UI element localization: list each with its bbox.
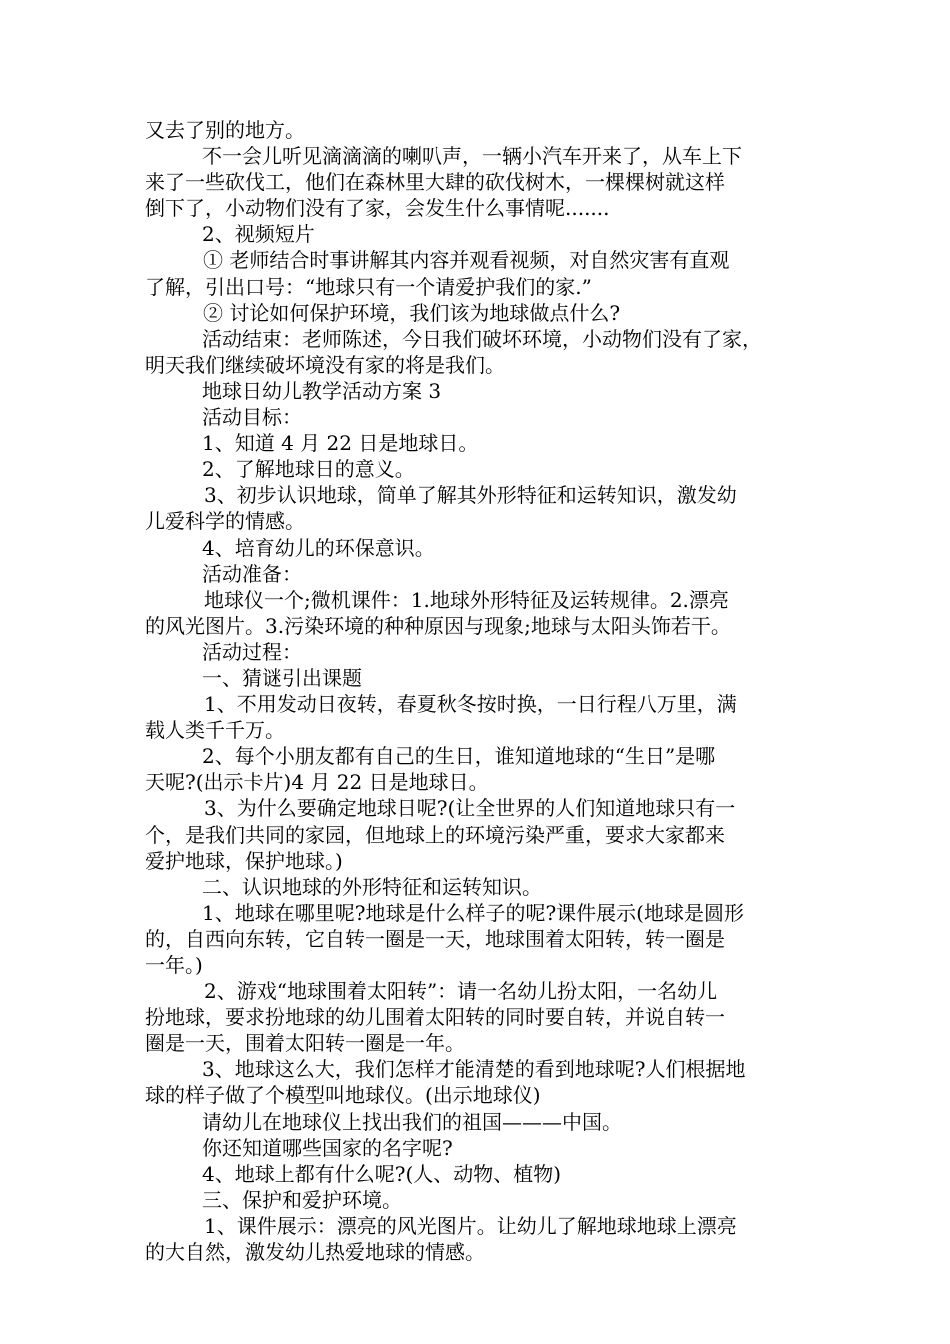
text-line: 2、视频短片	[202, 222, 315, 247]
text-line: 1、不用发动日夜转，春夏秋冬按时换，一日行程八万里，满	[204, 692, 737, 717]
text-line: 你还知道哪些国家的名字呢?	[202, 1135, 453, 1160]
text-line: 地球仪一个;微机课件：1.地球外形特征及运转规律。2.漂亮	[204, 587, 729, 612]
text-line: 活动过程：	[202, 639, 302, 664]
text-line: 活动结束：老师陈述，今日我们破坏环境，小动物们没有了家，	[202, 326, 762, 351]
text-line: 个，是我们共同的家园，但地球上的环境污染严重，要求大家都来	[145, 822, 725, 847]
document-body	[145, 117, 813, 1265]
text-line: 2、了解地球日的意义。	[202, 457, 415, 482]
text-line: 1、地球在哪里呢?地球是什么样子的呢?课件展示(地球是圆形	[202, 900, 744, 925]
text-line: 明天我们继续破坏境没有家的将是我们。	[145, 352, 505, 377]
text-line: 的风光图片。3.污染环境的种种原因与现象;地球与太阳头饰若干。	[145, 613, 731, 638]
text-line: 儿爱科学的情感。	[145, 509, 305, 534]
text-line: ② 讨论如何保护环境，我们该为地球做点什么?	[203, 300, 621, 325]
text-line: 球的样子做了个模型叫地球仪。(出示地球仪)	[145, 1083, 541, 1108]
text-line: 三、保护和爱护环境。	[202, 1187, 402, 1212]
text-line: 来了一些砍伐工，他们在森林里大肆的砍伐树木，一棵棵树就这样	[145, 170, 725, 195]
text-line: 一、猜谜引出课题	[202, 665, 362, 690]
text-line: 地球日幼儿教学活动方案 3	[202, 378, 442, 403]
text-line: 活动目标：	[202, 405, 302, 430]
text-line: 活动准备：	[202, 561, 302, 586]
text-line: 4、地球上都有什么呢?(人、动物、植物)	[202, 1161, 562, 1186]
text-line: ① 老师结合时事讲解其内容并观看视频，对自然灾害有直观	[203, 248, 730, 273]
text-line: 扮地球，要求扮地球的幼儿围着太阳转的同时要自转，并说自转一	[145, 1005, 725, 1030]
text-line: 圈是一天，围着太阳转一圈是一年。	[145, 1031, 465, 1056]
text-line: 了解，引出口号：“地球只有一个请爱护我们的家.”	[145, 274, 592, 299]
text-line: 1、知道 4 月 22 日是地球日。	[202, 431, 479, 456]
text-line: 3、为什么要确定地球日呢?(让全世界的人们知道地球只有一	[204, 796, 736, 821]
text-line: 的，自西向东转，它自转一圈是一天，地球围着太阳转，转一圈是	[145, 926, 725, 951]
text-line: 请幼儿在地球仪上找出我们的祖国———中国。	[202, 1109, 622, 1134]
text-line: 的大自然，激发幼儿热爱地球的情感。	[145, 1240, 485, 1265]
text-line: 2、游戏“地球围着太阳转”：请一名幼儿扮太阳，一名幼儿	[204, 979, 718, 1004]
text-line: 3、初步认识地球，简单了解其外形特征和运转知识，激发幼	[204, 483, 737, 508]
text-line: 4、培育幼儿的环保意识。	[202, 535, 435, 560]
text-line: 倒下了，小动物们没有了家，会发生什么事情呢.......	[145, 196, 610, 221]
text-line: 二、认识地球的外形特征和运转知识。	[202, 874, 542, 899]
text-line: 3、地球这么大，我们怎样才能清楚的看到地球呢?人们根据地	[202, 1057, 746, 1082]
text-line: 载人类千千万。	[145, 718, 285, 743]
text-line: 不一会儿听见滴滴滴的喇叭声，一辆小汽车开来了，从车上下	[202, 144, 742, 169]
text-line: 2、每个小朋友都有自己的生日，谁知道地球的“生日”是哪	[202, 744, 716, 769]
text-line: 天呢?(出示卡片)4 月 22 日是地球日。	[145, 770, 489, 795]
text-line: 一年。)	[145, 953, 203, 977]
text-line: 1、课件展示：漂亮的风光图片。让幼儿了解地球地球上漂亮	[204, 1213, 737, 1238]
text-line: 又去了别的地方。	[145, 118, 305, 142]
text-line: 爱护地球，保护地球。)	[145, 848, 343, 873]
